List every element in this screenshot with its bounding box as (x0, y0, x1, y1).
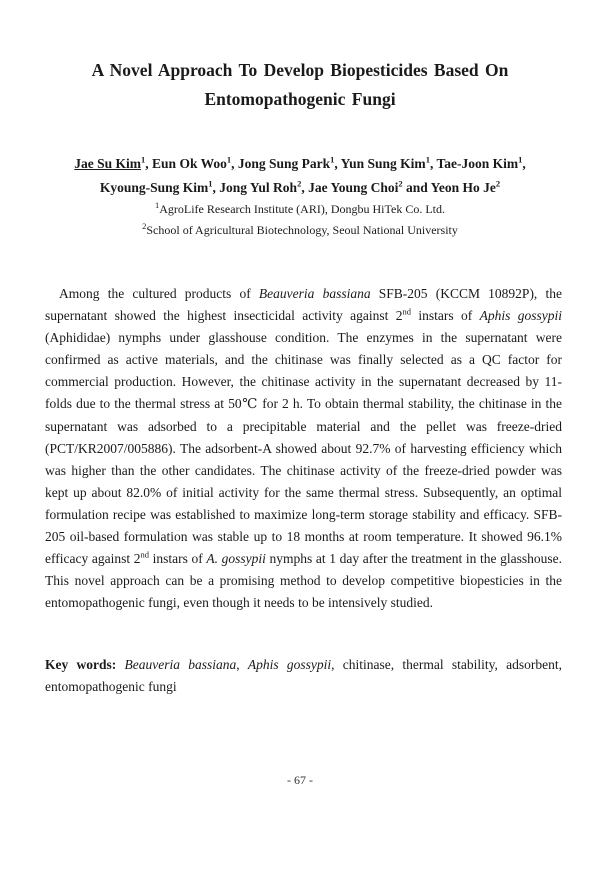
author-affil-sup: 1 (226, 154, 232, 165)
ordinal-sup: nd (402, 306, 411, 317)
author-list (40, 152, 560, 200)
keywords-rest: , chitinase, thermal stability, adsorbent, entomopathogenic fungi (45, 657, 563, 694)
abstract (45, 283, 562, 614)
author-affil-sup: 2 (398, 178, 403, 189)
keyword-separator: , (236, 657, 248, 672)
abstract-text: instars of (148, 551, 207, 567)
paper-title (40, 56, 560, 114)
author-name: Jong Yul Roh (219, 180, 298, 195)
affiliation-sup: 2 (142, 221, 147, 231)
author-separator: , (231, 156, 235, 171)
author-separator: , (522, 156, 526, 171)
author-name: Jae Young Choi (308, 180, 399, 195)
keyword-species: Beauveria bassiana (124, 657, 237, 672)
abstract-species-name: A. gossypii (206, 551, 266, 567)
affiliation-text: School of Agricultural Biotechnology, Seoul National University (146, 223, 458, 237)
author-affil-sup: 1 (141, 154, 146, 165)
affiliation-sup: 1 (154, 200, 160, 210)
author-separator: , (301, 180, 305, 195)
keywords-label: Key words: (45, 657, 117, 672)
author-name: Kyoung-Sung Kim (99, 180, 209, 195)
affiliation-2 (40, 222, 560, 238)
author-line-2 (40, 176, 560, 200)
abstract-text: instars of (411, 308, 480, 324)
author-affil-sup: 1 (330, 154, 335, 165)
keyword-species: Aphis gossypii (247, 657, 332, 672)
author-separator: , (145, 156, 149, 171)
ordinal-sup: nd (140, 549, 149, 560)
author-line-1 (40, 152, 560, 176)
author-affil-sup: 2 (297, 178, 302, 189)
author-name: Tae-Joon Kim (436, 156, 519, 171)
abstract-text: SFB-205 (KCCM 10892P), the supernatant showed the highest insecticidal activity against 2 (45, 286, 562, 324)
abstract-paragraph (45, 283, 562, 614)
author-separator: , (429, 156, 434, 171)
author-name: Yun Sung Kim (340, 156, 426, 171)
abstract-species-name: Aphis gossypii (479, 308, 562, 324)
author-affil-sup: 1 (425, 154, 430, 165)
author-name: Eun Ok Woo (152, 156, 227, 171)
title-line-1: A Novel Approach To Develop Biopesticides Based On (91, 60, 509, 80)
affiliation-text: AgroLife Research Institute (ARI), Dongbu HiTek Co. Ltd. (159, 202, 445, 216)
abstract-text: Among the cultured products of (59, 286, 259, 301)
title-line-2: Entomopathogenic Fungi (204, 89, 396, 109)
author-separator: , (212, 180, 216, 195)
author-affil-sup: 1 (208, 178, 213, 189)
author-name: Yeon Ho Je (430, 180, 496, 195)
author-separator-and: and (405, 180, 428, 195)
author-separator: , (334, 156, 338, 171)
abstract-text: (Aphididae) nymphs under glasshouse condition. The enzymes in the supernatant were confirmed as active materials, and the chitinase was finally selected as a QC factor for commercial production. However, the chitinase activity in the supernatant decreased by 11-folds due to the thermal stress at 50℃ for 2 h. To obtain thermal stability, the chitinase in the supernatant was adsorbed to a precipitable material and the pellet was freeze-dried (PCT/KR2007/005886). The adsorbent-A showed about 92.7% of harvesting efficiency which was higher than the other candidates. The chitinase activity of the freeze-dried powder was kept up about 82.0% of initial activity for the same thermal stress. Subsequently, an optimal formulation recipe was established to maximize long-term storage stability and efficacy. SFB-205 oil-based formulation was stable up to 18 months at room temperature. It showed 96.1% efficacy against 2 (45, 330, 562, 567)
keywords (45, 654, 562, 698)
author-affil-sup: 1 (518, 154, 523, 165)
abstract-text: nymphs at 1 day after the treatment in the glasshouse. This novel approach can be a promising method to develop competitive biopesticies in the entomopathogenic fungi, even though it needs to be intensively studied. (45, 551, 562, 611)
abstract-species-name: Beauveria bassiana (258, 286, 371, 301)
author-affil-sup: 2 (495, 178, 501, 189)
author-name: Jong Sung Park (237, 156, 331, 171)
page-number: - 67 - (287, 773, 313, 787)
author-name: Jae Su Kim (74, 156, 142, 171)
affiliation-1 (40, 201, 560, 217)
